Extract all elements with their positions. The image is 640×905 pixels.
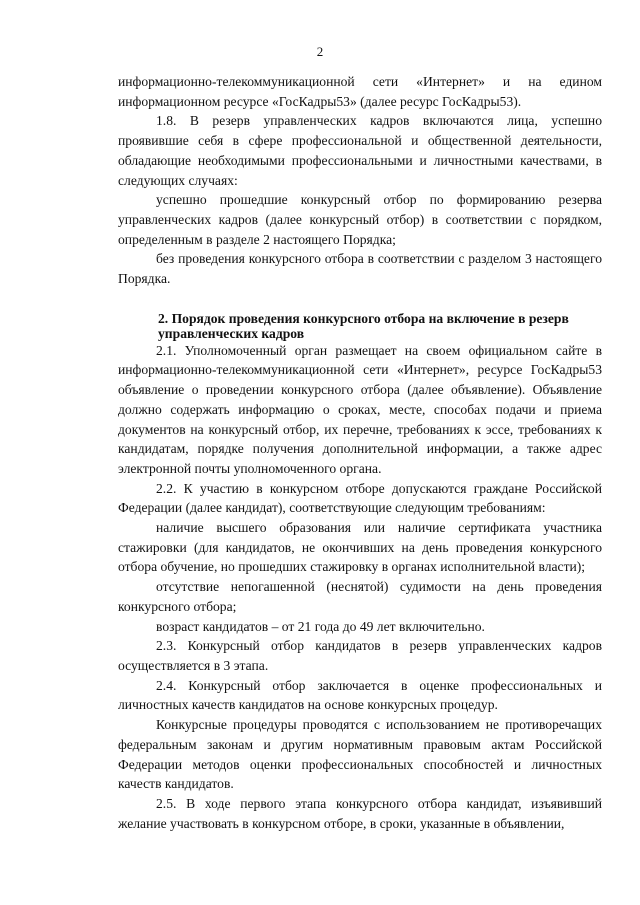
paragraph-2-2: 2.2. К участию в конкурсном отборе допускаются граждане Российской Федерации (далее кандидат), соответствующие следующим требованиям: xyxy=(118,480,602,516)
paragraph-case-competitive-selection: успешно прошедшие конкурсный отбор по формированию резерва управленческих кадров (далее конкурсный отбор) в соответствии с порядком, определенным в разделе 2 настоящего Порядка; xyxy=(118,192,602,247)
page-number: 2 xyxy=(316,44,324,59)
paragraph-2-5: 2.5. В ходе первого этапа конкурсного отбора кандидат, изъявивший желание участвовать в конкурсном отборе, в сроки, указанные в объявлении, xyxy=(118,795,602,831)
paragraph-competitive-procedures: Конкурсные процедуры проводятся с использованием не противоречащих федеральным законам и другим нормативным правовым актам Российской Федерации методов оценки профессиональных способностей и личностных качеств кандидатов. xyxy=(118,717,602,792)
requirement-education: наличие высшего образования или наличие сертификата участника стажировки (для кандидатов, не окончивших на день проведения конкурсного отбора обучение, но прошедших стажировку в органах исполнительной власти); xyxy=(118,520,602,575)
section-2-heading-line1: 2. Порядок проведения конкурсного отбора на включение в резерв xyxy=(158,310,569,326)
requirement-no-conviction: отсутствие непогашенной (неснятой) судимости на день проведения конкурсного отбора; xyxy=(118,579,602,614)
document-body xyxy=(118,72,602,833)
paragraph-2-4: 2.4. Конкурсный отбор заключается в оценке профессиональных и личностных качеств кандидатов на основе конкурсных процедур. xyxy=(118,677,602,713)
paragraph-2-3: 2.3. Конкурсный отбор кандидатов в резерв управленческих кадров осуществляется в 3 этапа. xyxy=(118,638,602,673)
requirement-age: возраст кандидатов – от 21 года до 49 лет включительно. xyxy=(156,618,485,634)
section-2-heading-line2: управленческих кадров xyxy=(158,325,305,341)
paragraph-case-without-selection: без проведения конкурсного отбора в соответствии с разделом 3 настоящего Порядка. xyxy=(118,251,602,287)
section-2-heading xyxy=(118,311,602,341)
paragraph-continuation: информационно-телекоммуникационной сети «Интернет» и на едином информационном ресурсе «ГосКадры53» (далее ресурс ГосКадры53). xyxy=(118,74,602,109)
paragraph-1-8: 1.8. В резерв управленческих кадров включаются лица, успешно проявившие себя в сфере профессиональной и общественной деятельности, обладающие необходимыми профессиональными и личностными качествами, в следующих случаях: xyxy=(118,113,602,188)
paragraph-2-1: 2.1. Уполномоченный орган размещает на своем официальном сайте в информационно-телекоммуникационной сети «Интернет», ресурсе ГосКадры53 объявление о проведении конкурсного отбора (далее объявление). Объявление должно содержать информацию о сроках, месте, способах подачи и приема документов на конкурсный отбор, их перечне, требованиях к эссе, требованиях к кандидатам, порядке получения дополнительной информации, а также адрес электронной почты уполномоченного органа. xyxy=(118,342,602,476)
